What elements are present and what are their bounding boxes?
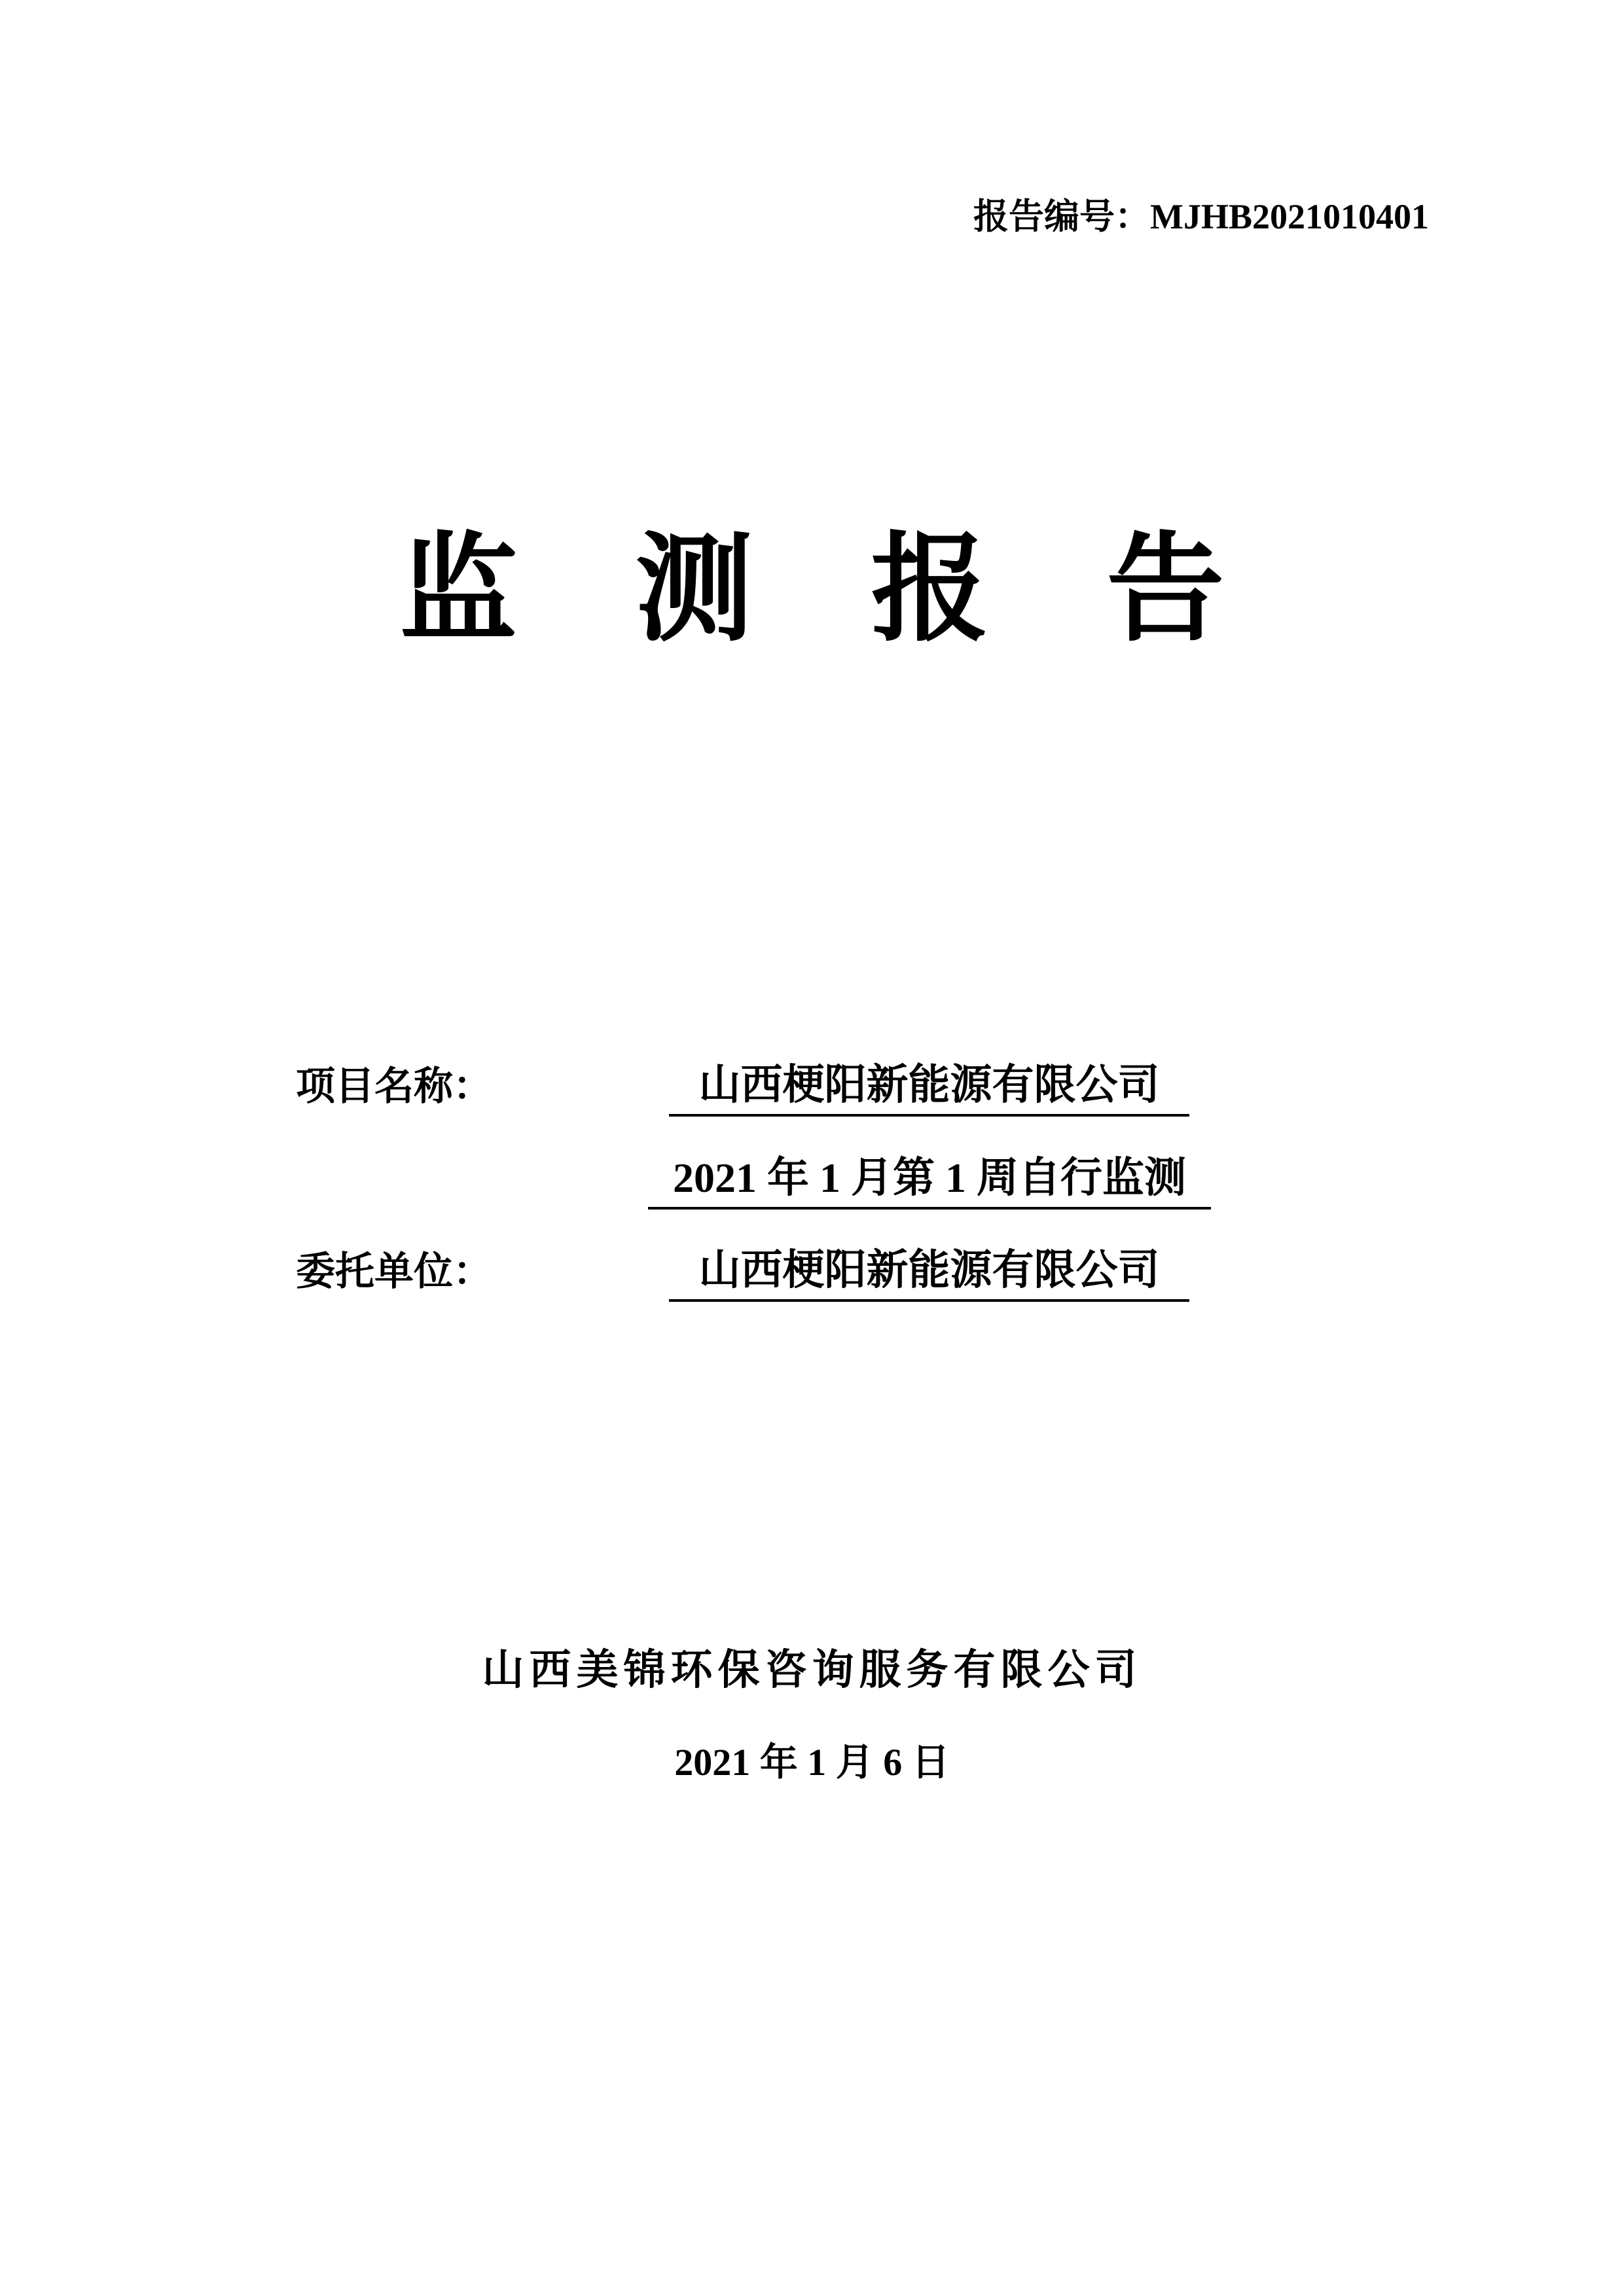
client-unit-label: 委托单位：	[296, 1250, 492, 1293]
report-date: 2021 年 1 月 6 日	[674, 1741, 950, 1784]
report-number: 报告编号：MJHB2021010401	[973, 197, 1429, 236]
report-title: 监 测 报 告	[399, 525, 1225, 655]
project-name-label: 项目名称：	[296, 1065, 492, 1108]
project-name-value-line1: 山西梗阳新能源有限公司	[669, 1064, 1189, 1117]
project-name-value-line2: 2021 年 1 月第 1 周自行监测	[648, 1157, 1211, 1210]
issuing-company: 山西美锦环保咨询服务有限公司	[482, 1647, 1142, 1693]
client-unit-value: 山西梗阳新能源有限公司	[669, 1249, 1189, 1302]
